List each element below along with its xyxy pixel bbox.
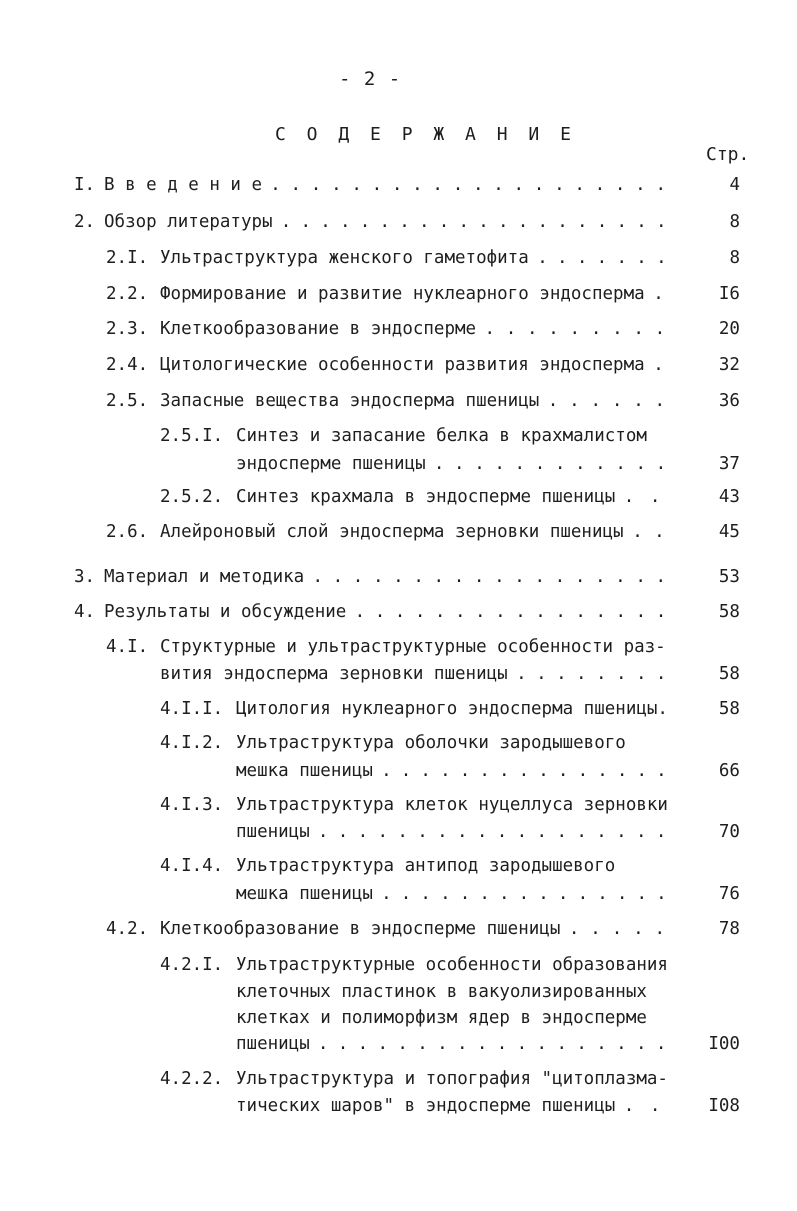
toc-entry-text[interactable]: Цитологические особенности развития эндосперма: [160, 355, 645, 375]
toc-entry-number: 4.2.: [106, 919, 149, 939]
toc-entry-text[interactable]: Структурные и ультраструктурные особенности раз-: [160, 637, 666, 657]
toc-entry-number: 4.2.2.: [160, 1069, 224, 1089]
toc-entry-text[interactable]: клетках и полиморфизм ядер в эндосперме: [236, 1008, 647, 1028]
toc-entry-number: 2.: [74, 212, 96, 232]
toc-entry-page: I08: [708, 1096, 740, 1116]
toc-entry-number: 2.5.2.: [160, 487, 224, 507]
toc-entry-page: 76: [718, 884, 740, 904]
leader-dots: ......: [547, 393, 676, 411]
leader-dots: ..: [623, 1098, 676, 1116]
toc-entry-number: 4.2.I.: [160, 955, 224, 975]
toc-entry-number: 2.6.: [106, 522, 149, 542]
toc-entry-text[interactable]: Обзор литературы: [104, 212, 273, 232]
toc-entry-text[interactable]: Ультраструктура оболочки зародышевого: [236, 733, 626, 753]
toc-entry-number: 2.I.: [106, 248, 149, 268]
toc-entry-text[interactable]: Клеткообразование в эндосперме пшеницы: [160, 919, 561, 939]
toc-entry-text[interactable]: Ультраструктура и топография "цитоплазма-: [236, 1069, 668, 1089]
toc-entry-text[interactable]: В в е д е н и е: [104, 175, 263, 195]
toc-entry-page: 58: [718, 664, 740, 684]
toc-entry-text[interactable]: мешка пшеницы: [236, 884, 373, 904]
toc-entry-text[interactable]: пшеницы: [236, 822, 310, 842]
toc-entry-text[interactable]: Цитология нуклеарного эндосперма пшеницы.: [236, 699, 668, 719]
toc-entry-number: 2.3.: [106, 319, 149, 339]
leader-dots: ..: [632, 524, 676, 542]
leader-dots: .: [653, 286, 676, 304]
toc-entry-text[interactable]: клеточных пластинок в вакуолизированных: [236, 982, 647, 1002]
toc-entry-page: 78: [718, 919, 740, 939]
toc-entry-number: I.: [74, 175, 96, 195]
leader-dots: ..................: [317, 824, 676, 842]
leader-dots: ....................: [270, 177, 676, 195]
toc-entry-page: 8: [729, 248, 740, 268]
toc-entry-page: 58: [718, 602, 740, 622]
toc-entry-number: 2.2.: [106, 284, 149, 304]
toc-entry-text[interactable]: Синтез и запасание белка в крахмалистом: [236, 426, 647, 446]
toc-entry-text[interactable]: Запасные вещества эндосперма пшеницы: [160, 391, 540, 411]
toc-entry-page: 36: [718, 391, 740, 411]
toc-entry-text[interactable]: Клеткообразование в эндосперме: [160, 319, 477, 339]
toc-entry-page: 8: [729, 212, 740, 232]
toc-entry-page: 70: [718, 822, 740, 842]
leader-dots: ............: [433, 456, 676, 474]
toc-entry-number: 4.I.I.: [160, 699, 224, 719]
leader-dots: .: [653, 357, 676, 375]
toc-entry-text[interactable]: вития эндосперма зерновки пшеницы: [160, 664, 508, 684]
toc-entry-text[interactable]: пшеницы: [236, 1034, 310, 1054]
toc-entry-number: 4.I.2.: [160, 733, 224, 753]
toc-entry-text[interactable]: Синтез крахмала в эндосперме пшеницы: [236, 487, 616, 507]
toc-title: С О Д Е Р Ж А Н И Е: [275, 124, 576, 145]
toc-entry-number: 2.4.: [106, 355, 149, 375]
leader-dots: .........: [484, 321, 676, 339]
toc-entry-page: 37: [718, 454, 740, 474]
toc-entry-text[interactable]: Материал и методика: [104, 567, 305, 587]
leader-dots: ....................: [280, 214, 676, 232]
toc-entry-number: 3.: [74, 567, 96, 587]
toc-entry-text[interactable]: Ультраструктура женского гаметофита: [160, 248, 529, 268]
toc-entry-number: 4.I.: [106, 637, 149, 657]
toc-entry-page: 45: [718, 522, 740, 542]
toc-entry-number: 2.5.I.: [160, 426, 224, 446]
toc-entry-text[interactable]: тических шаров" в эндосперме пшеницы: [236, 1096, 616, 1116]
toc-entry-number: 4.I.4.: [160, 856, 224, 876]
toc-entry-page: 20: [718, 319, 740, 339]
toc-entry-text[interactable]: эндосперме пшеницы: [236, 454, 426, 474]
toc-entry-text[interactable]: мешка пшеницы: [236, 761, 373, 781]
leader-dots: .......: [537, 250, 676, 268]
leader-dots: ..................: [312, 569, 676, 587]
leader-dots: .....: [568, 921, 676, 939]
page-number: - 2 -: [339, 68, 402, 90]
leader-dots: ................: [354, 604, 676, 622]
leader-dots: ...............: [381, 886, 676, 904]
toc-entry-page: I6: [718, 284, 740, 304]
toc-entry-text[interactable]: Результаты и обсуждение: [104, 602, 347, 622]
toc-entry-page: 43: [718, 487, 740, 507]
leader-dots: ........: [516, 666, 676, 684]
toc-entry-page: I00: [708, 1034, 740, 1054]
page-column-label: Стр.: [706, 144, 750, 165]
toc-entry-page: 32: [718, 355, 740, 375]
toc-entry-page: 66: [718, 761, 740, 781]
toc-entry-page: 58: [718, 699, 740, 719]
toc-entry-number: 4.: [74, 602, 96, 622]
toc-entry-page: 53: [718, 567, 740, 587]
toc-entry-text[interactable]: Ультраструктура антипод зародышевого: [236, 856, 616, 876]
leader-dots: ..................: [317, 1036, 676, 1054]
leader-dots: ...............: [381, 763, 676, 781]
toc-entry-text[interactable]: Ультраструктура клеток нуцеллуса зерновки: [236, 795, 668, 815]
toc-entry-page: 4: [729, 175, 740, 195]
toc-entry-text[interactable]: Формирование и развитие нуклеарного эндосперма: [160, 284, 645, 304]
toc-entry-number: 4.I.3.: [160, 795, 224, 815]
toc-entry-text[interactable]: Ультраструктурные особенности образования: [236, 955, 668, 975]
toc-entry-number: 2.5.: [106, 391, 149, 411]
leader-dots: ..: [623, 489, 676, 507]
toc-entry-text[interactable]: Алейроновый слой эндосперма зерновки пшеницы: [160, 522, 624, 542]
